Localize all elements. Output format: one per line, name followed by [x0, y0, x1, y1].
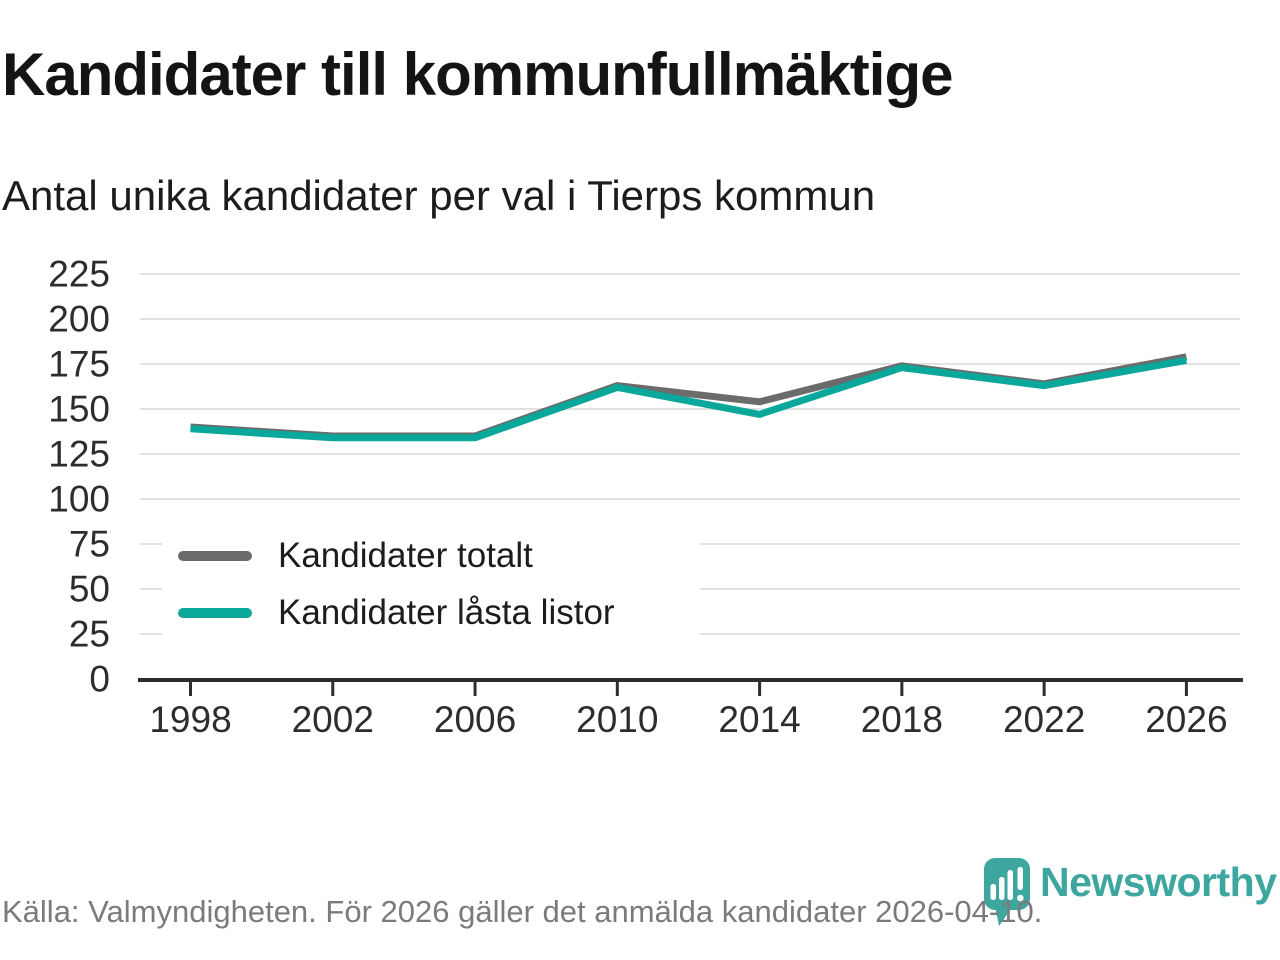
page-title: Kandidater till kommunfullmäktige — [2, 41, 953, 108]
x-tick-label-2010: 2010 — [576, 699, 659, 740]
y-tick-label-100: 100 — [48, 478, 110, 520]
x-tick-label-1998: 1998 — [149, 699, 232, 740]
y-tick-label-225: 225 — [48, 253, 110, 295]
brand-name: Newsworthy — [1040, 859, 1277, 905]
x-tick-label-2014: 2014 — [718, 699, 801, 740]
legend-item-totalt — [178, 536, 700, 576]
chart-legend — [162, 520, 700, 648]
legend-label-totalt: Kandidater totalt — [278, 535, 533, 575]
legend-item-lasta-listor — [178, 593, 700, 633]
y-tick-label-75: 75 — [68, 523, 110, 565]
legend-swatch-lasta-listor — [178, 608, 252, 618]
y-tick-label-25: 25 — [68, 613, 110, 655]
y-tick-label-125: 125 — [48, 433, 110, 475]
x-tick-label-2006: 2006 — [433, 699, 517, 740]
data-line-totalt — [191, 357, 1187, 436]
x-tick-label-2026: 2026 — [1145, 699, 1228, 740]
y-tick-label-200: 200 — [48, 298, 110, 340]
data-line-lasta-listor — [191, 360, 1187, 437]
x-tick-label-2022: 2022 — [1002, 699, 1086, 740]
y-tick-label-150: 150 — [48, 388, 110, 430]
legend-label-lasta-listor: Kandidater låsta listor — [278, 592, 615, 632]
source-note: Källa: Valmyndigheten. För 2026 gäller det anmälda kandidater 2026-04-10. — [2, 894, 1043, 929]
page-subtitle: Antal unika kandidater per val i Tierps kommun — [2, 172, 876, 219]
y-tick-label-50: 50 — [68, 568, 110, 610]
y-tick-label-0: 0 — [89, 658, 110, 700]
legend-swatch-totalt — [178, 551, 252, 561]
x-tick-label-2002: 2002 — [291, 699, 374, 740]
y-tick-label-175: 175 — [48, 343, 110, 385]
x-tick-label-2018: 2018 — [860, 699, 944, 740]
